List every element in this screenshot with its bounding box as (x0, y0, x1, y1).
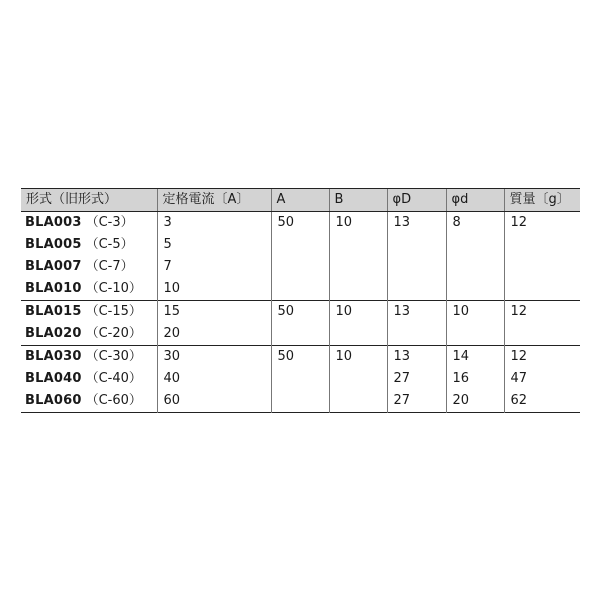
model-code: BLA020 (25, 326, 82, 341)
header-a: A (271, 189, 329, 212)
b-cell (329, 256, 387, 278)
phi-big-cell (387, 323, 446, 346)
spec-table (21, 188, 580, 413)
old-model: （C-30） (85, 349, 142, 364)
model-code: BLA015 (25, 304, 82, 319)
header-phi-big: φD (387, 189, 446, 212)
mass-cell: 12 (504, 212, 580, 235)
table-group (21, 301, 580, 346)
table-row (21, 323, 580, 346)
a-cell (271, 234, 329, 256)
phi-small-cell: 16 (446, 368, 504, 390)
old-model: （C-20） (85, 326, 142, 341)
current-cell: 30 (157, 346, 271, 369)
b-cell (329, 368, 387, 390)
current-cell: 10 (157, 278, 271, 301)
table-row (21, 234, 580, 256)
mass-cell (504, 323, 580, 346)
old-model: （C-60） (85, 393, 142, 408)
header-mass: 質量〔g〕 (504, 189, 580, 212)
phi-small-cell (446, 323, 504, 346)
model-code: BLA010 (25, 281, 82, 296)
phi-big-cell: 13 (387, 301, 446, 324)
b-cell: 10 (329, 346, 387, 369)
phi-big-cell (387, 256, 446, 278)
model-code: BLA040 (25, 371, 82, 386)
table-row (21, 390, 580, 413)
current-cell: 20 (157, 323, 271, 346)
phi-small-cell: 14 (446, 346, 504, 369)
current-cell: 15 (157, 301, 271, 324)
table-row (21, 301, 580, 324)
model-code: BLA003 (25, 215, 82, 230)
header-model: 形式（旧形式） (21, 189, 157, 212)
b-cell (329, 390, 387, 413)
header-phi-small: φd (446, 189, 504, 212)
table-row (21, 256, 580, 278)
mass-cell (504, 256, 580, 278)
b-cell (329, 278, 387, 301)
a-cell (271, 278, 329, 301)
table-row (21, 212, 580, 235)
b-cell: 10 (329, 301, 387, 324)
mass-cell: 62 (504, 390, 580, 413)
model-cell (21, 368, 157, 390)
model-code: BLA005 (25, 237, 82, 252)
phi-big-cell (387, 278, 446, 301)
a-cell (271, 390, 329, 413)
current-cell: 3 (157, 212, 271, 235)
phi-big-cell (387, 234, 446, 256)
mass-cell: 12 (504, 346, 580, 369)
table-row (21, 368, 580, 390)
model-cell (21, 323, 157, 346)
model-code: BLA060 (25, 393, 82, 408)
phi-big-cell: 13 (387, 346, 446, 369)
phi-small-cell: 8 (446, 212, 504, 235)
phi-small-cell (446, 234, 504, 256)
old-model: （C-7） (85, 259, 134, 274)
table-group (21, 212, 580, 301)
model-code: BLA007 (25, 259, 82, 274)
b-cell (329, 323, 387, 346)
a-cell: 50 (271, 346, 329, 369)
model-cell (21, 212, 157, 235)
table-row (21, 346, 580, 369)
mass-cell: 12 (504, 301, 580, 324)
header-row (21, 189, 580, 212)
old-model: （C-3） (85, 215, 134, 230)
b-cell: 10 (329, 212, 387, 235)
mass-cell (504, 278, 580, 301)
current-cell: 7 (157, 256, 271, 278)
a-cell: 50 (271, 212, 329, 235)
model-cell (21, 346, 157, 369)
mass-cell: 47 (504, 368, 580, 390)
table-group (21, 346, 580, 413)
a-cell (271, 368, 329, 390)
old-model: （C-15） (85, 304, 142, 319)
old-model: （C-10） (85, 281, 142, 296)
model-cell (21, 301, 157, 324)
phi-big-cell: 27 (387, 368, 446, 390)
mass-cell (504, 234, 580, 256)
phi-small-cell (446, 278, 504, 301)
a-cell (271, 256, 329, 278)
model-cell (21, 256, 157, 278)
a-cell: 50 (271, 301, 329, 324)
phi-small-cell: 10 (446, 301, 504, 324)
phi-small-cell: 20 (446, 390, 504, 413)
phi-small-cell (446, 256, 504, 278)
current-cell: 5 (157, 234, 271, 256)
current-cell: 60 (157, 390, 271, 413)
model-code: BLA030 (25, 349, 82, 364)
old-model: （C-40） (85, 371, 142, 386)
model-cell (21, 390, 157, 413)
model-cell (21, 234, 157, 256)
b-cell (329, 234, 387, 256)
old-model: （C-5） (85, 237, 134, 252)
phi-big-cell: 27 (387, 390, 446, 413)
current-cell: 40 (157, 368, 271, 390)
a-cell (271, 323, 329, 346)
phi-big-cell: 13 (387, 212, 446, 235)
header-current: 定格電流〔A〕 (157, 189, 271, 212)
header-b: B (329, 189, 387, 212)
table-row (21, 278, 580, 301)
model-cell (21, 278, 157, 301)
